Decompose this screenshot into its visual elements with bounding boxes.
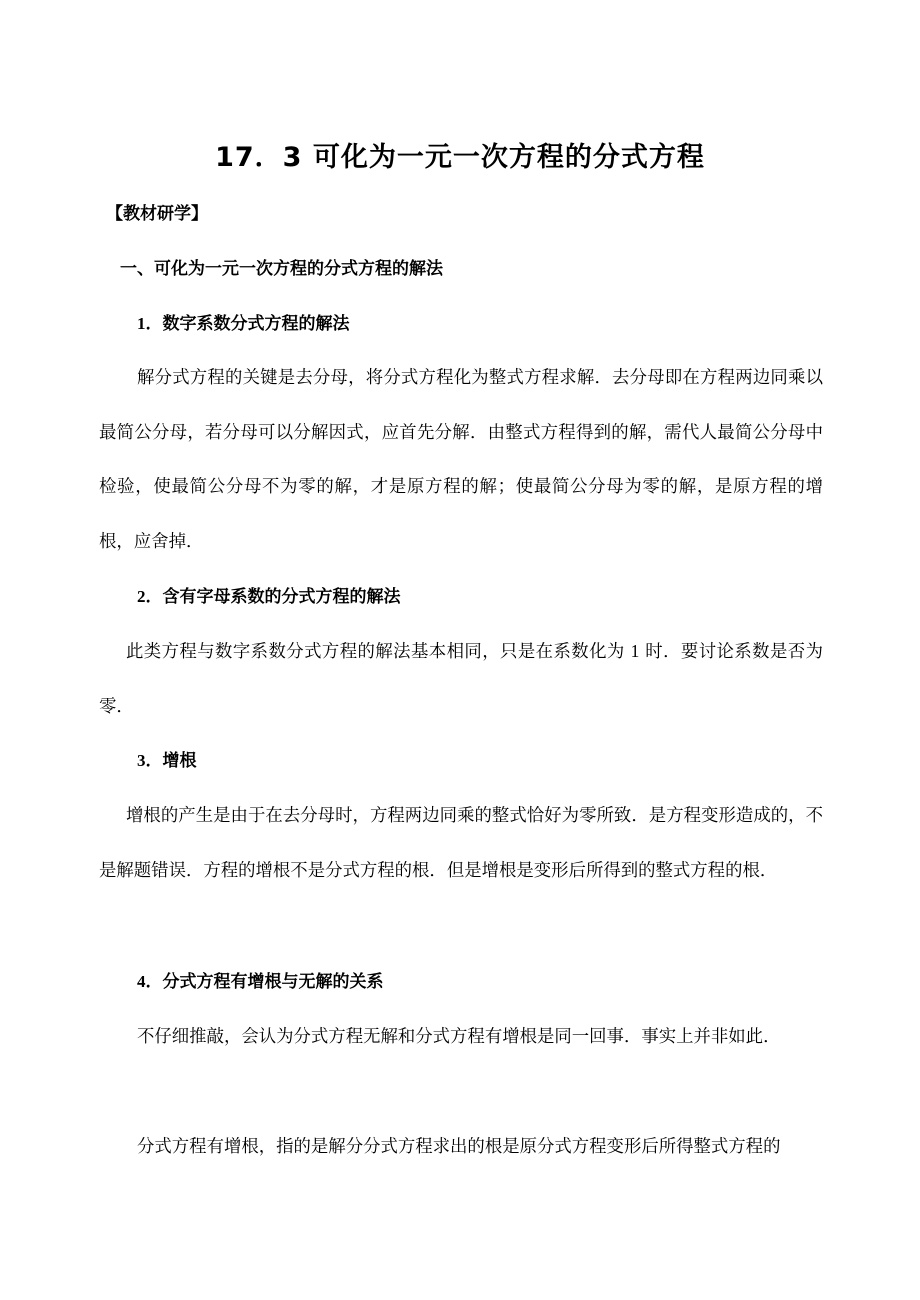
paragraph-2-text-b: 时．要讨论系数是否为零．	[99, 642, 823, 717]
paragraph-2-text-a: 此类方程与数字系数分式方程的解法基本相同，只是在系数化为	[126, 642, 631, 662]
subsection-heading-2	[137, 583, 401, 611]
subsection-heading-4	[137, 968, 384, 996]
subsection-heading-1	[137, 310, 350, 338]
subsection-title: 分式方程有增根与无解的关系	[162, 972, 384, 992]
subsection-title: 增根	[162, 751, 197, 771]
paragraph-4: 不仔细推敲，会认为分式方程无解和分式方程有增根是同一回事．事实上并非如此．	[137, 1027, 781, 1047]
paragraph-2	[99, 624, 823, 734]
paragraph-5: 分式方程有增根，指的是解分分式方程求出的根是原分式方程变形后所得整式方程的	[137, 1137, 781, 1157]
subsection-title: 含有字母系数的分式方程的解法	[162, 587, 401, 607]
paragraph-1: 解分式方程的关键是去分母，将分式方程化为整式方程求解．去分母即在方程两边同乘以最简公分母，若分母可以分解因式，应首先分解．由整式方程得到的解，需代人最简公分母中检验，使最简公分母不为零的解，才是原方程的解；使最简公分母为零的解，是原方程的增根，应舍掉．	[99, 368, 823, 552]
main-heading: 一、可化为一元一次方程的分式方程的解法	[120, 259, 443, 279]
section-label: 【教材研学】	[106, 204, 208, 224]
subsection-heading-3	[137, 747, 197, 775]
subsection-number: 4．	[137, 972, 163, 991]
subsection-number: 2．	[137, 587, 163, 606]
subsection-number: 1．	[137, 314, 163, 333]
paragraph-3: 增根的产生是由于在去分母时，方程两边同乘的整式恰好为零所致．是方程变形造成的，不是解题错误．方程的增根不是分式方程的根．但是增根是变形后所得到的整式方程的根．	[99, 806, 823, 881]
paragraph-2-number: 1	[630, 641, 640, 661]
subsection-number: 3．	[137, 751, 163, 770]
subsection-title: 数字系数分式方程的解法	[162, 314, 350, 334]
page-title: 17．3 可化为一元一次方程的分式方程	[215, 142, 705, 173]
